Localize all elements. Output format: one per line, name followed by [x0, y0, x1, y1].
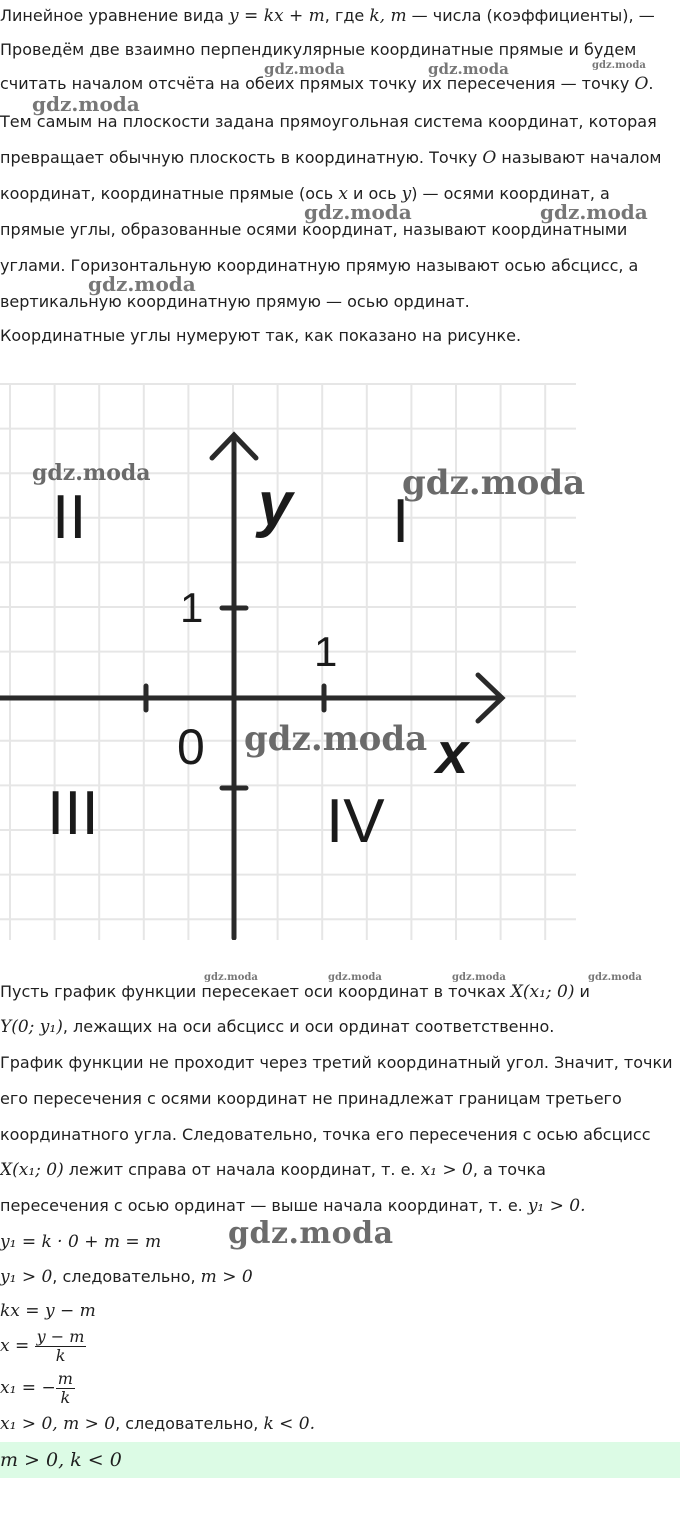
text-span: считать началом отсчёта на обеих прямых точку их пересечения — точку [0, 74, 635, 93]
watermark: gdz.moda [264, 60, 345, 78]
text-span: . [648, 74, 654, 93]
text-span: лежит справа от начала координат, т. е. [63, 1160, 421, 1179]
text-span: , лежащих на оси абсцисс и оси ординат соответственно. [62, 1017, 555, 1036]
text-span: превращает обычную плоскость в координатную. Точку [0, 148, 483, 167]
fraction-numerator: y − m [36, 1327, 85, 1346]
watermark: gdz.moda [32, 460, 151, 486]
math-lhs: x = [0, 1336, 35, 1356]
text-line-2: Проведём две взаимно перпендикулярные координатные прямые и будем [0, 40, 637, 59]
tick-label-y-1: 1 [180, 584, 204, 631]
math-inequality: y₁ > 0 [0, 1267, 53, 1287]
text-span: и ось [347, 184, 402, 203]
answer-text: m > 0, k < 0 [0, 1449, 122, 1471]
math-inequality: m > 0 [200, 1267, 253, 1287]
text-span: пересечения с осью ординат — выше начала координат, т. е. [0, 1196, 528, 1215]
text-line-q6 [0, 1160, 546, 1180]
math-point-x: X(x₁; 0) [510, 982, 575, 1002]
watermark: gdz.moda [402, 463, 586, 503]
text-line-q5: координатного угла. Следовательно, точка его пересечения с осью абсцисс [0, 1125, 651, 1144]
fraction-numerator: m [57, 1369, 73, 1388]
text-span: , где [324, 6, 370, 25]
text-line-q4: его пересечения с осями координат не принадлежат границам третьего [0, 1089, 622, 1108]
text-span: , следовательно, [52, 1267, 201, 1286]
text-span: ) — осями координат, а [411, 184, 610, 203]
text-line-7: прямые углы, образованные осями координат, называют координатными [0, 220, 628, 239]
watermark: gdz.moda [428, 60, 509, 78]
math-inequality: x₁ > 0, m > 0 [0, 1414, 116, 1434]
fraction [56, 1370, 75, 1407]
quadrant-1-label: I [392, 487, 410, 556]
quadrant-4-label: IV [326, 787, 385, 856]
math-inequality: x₁ > 0 [420, 1160, 473, 1180]
quadrant-3-label: III [47, 779, 99, 848]
text-span: координат, координатные прямые (ось [0, 184, 339, 203]
text-line-9: вертикальную координатную прямую — осью ординат. [0, 292, 470, 311]
y-axis-label: y [258, 470, 293, 539]
equation-2 [0, 1267, 253, 1287]
watermark: gdz.moda [304, 200, 412, 224]
text-line-q2 [0, 1017, 554, 1037]
watermark: gdz.moda [244, 719, 428, 759]
text-span: Пусть график функции пересекает оси координат в точках [0, 982, 511, 1001]
equation-6 [0, 1414, 315, 1434]
watermark: gdz.moda [328, 972, 382, 983]
watermark: gdz.moda [592, 60, 646, 71]
text-line-5 [0, 148, 661, 168]
math-point-o: O [634, 74, 649, 94]
text-line-q7 [0, 1196, 586, 1216]
watermark: gdz.moda [228, 1216, 394, 1251]
watermark: gdz.moda [452, 972, 506, 983]
math-x: x [338, 184, 348, 204]
quadrant-2-label: II [52, 483, 87, 552]
text-span: и [574, 982, 590, 1001]
text-line-10: Координатные углы нумеруют так, как показано на рисунке. [0, 326, 522, 345]
text-line-q3: График функции не проходит через третий координатный угол. Значит, точки [0, 1053, 673, 1072]
watermark: gdz.moda [32, 92, 140, 116]
text-line-q1 [0, 982, 590, 1002]
x-axis-label: x [436, 721, 469, 786]
equation-1: y₁ = k · 0 + m = m [0, 1232, 162, 1252]
math-inequality: y₁ > 0. [527, 1196, 586, 1216]
math-coefficients: k, m [369, 6, 407, 26]
watermark: gdz.moda [88, 272, 196, 296]
coordinate-plane-figure [0, 360, 680, 940]
answer-box [0, 1442, 680, 1478]
math-y: y [401, 184, 412, 204]
text-span: Линейное уравнение вида [0, 6, 230, 25]
math-point-o: O [482, 148, 497, 168]
text-span: , следовательно, [115, 1414, 264, 1433]
text-line-4: Тем самым на плоскости задана прямоугольная система координат, которая [0, 112, 657, 131]
equation-3: kx = y − m [0, 1301, 96, 1321]
math-inequality: k < 0. [263, 1414, 316, 1434]
watermark: gdz.moda [588, 972, 642, 983]
watermark: gdz.moda [540, 200, 648, 224]
math-equation: y = kx + m [229, 6, 325, 26]
math-point-y: Y(0; y₁) [0, 1017, 63, 1037]
math-point-x: X(x₁; 0) [0, 1160, 64, 1180]
fraction-denominator: k [60, 1388, 71, 1407]
text-span: — числа (коэффициенты), — [406, 6, 655, 25]
tick-label-x-1: 1 [314, 628, 338, 675]
equation-5 [0, 1368, 75, 1408]
text-span: называют началом [496, 148, 662, 167]
text-span: , а точка [472, 1160, 546, 1179]
text-line-1 [0, 6, 655, 26]
watermark: gdz.moda [204, 972, 258, 983]
fraction-denominator: k [55, 1346, 66, 1365]
origin-label: 0 [177, 719, 205, 775]
fraction [35, 1328, 87, 1365]
text-line-8: углами. Горизонтальную координатную прямую называют осью абсцисс, а [0, 256, 639, 275]
math-lhs: x₁ = − [0, 1378, 56, 1398]
equation-4 [0, 1326, 86, 1366]
